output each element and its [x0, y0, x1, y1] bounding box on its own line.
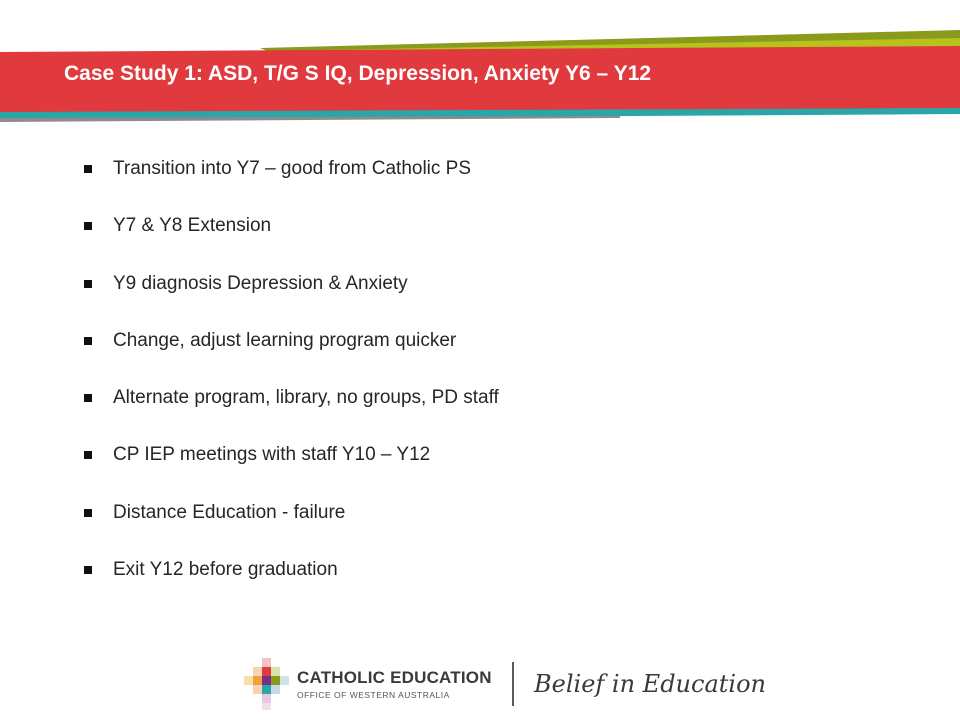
bullet-text: Alternate program, library, no groups, PD staff: [113, 387, 499, 409]
bullet-text: CP IEP meetings with staff Y10 – Y12: [113, 444, 431, 466]
footer-divider: [512, 662, 514, 706]
org-subtitle: OFFICE OF WESTERN AUSTRALIA: [297, 690, 450, 700]
square-bullet-icon: [84, 509, 92, 517]
square-bullet-icon: [84, 451, 92, 459]
bullet-text: Y9 diagnosis Depression & Anxiety: [113, 272, 408, 294]
square-bullet-icon: [84, 222, 92, 230]
org-name: CATHOLIC EDUCATION: [297, 668, 492, 687]
bullet-text: Change, adjust learning program quicker: [113, 329, 457, 351]
tagline: Belief in Education: [534, 670, 766, 698]
slide-title: Case Study 1: ASD, T/G S IQ, Depression, Anxiety Y6 – Y12: [64, 62, 652, 85]
footer-logo-bar: [244, 656, 766, 712]
square-bullet-icon: [84, 566, 92, 574]
square-bullet-icon: [84, 165, 92, 173]
bullet-text: Exit Y12 before graduation: [113, 559, 338, 581]
square-bullet-icon: [84, 337, 92, 345]
catholic-education-cross-logo-icon: [244, 656, 290, 712]
bullet-text: Distance Education - failure: [113, 501, 346, 523]
square-bullet-icon: [84, 280, 92, 288]
square-bullet-icon: [84, 394, 92, 402]
bullet-text: Transition into Y7 – good from Catholic PS: [113, 158, 472, 179]
bullet-text: Y7 & Y8 Extension: [113, 215, 272, 237]
